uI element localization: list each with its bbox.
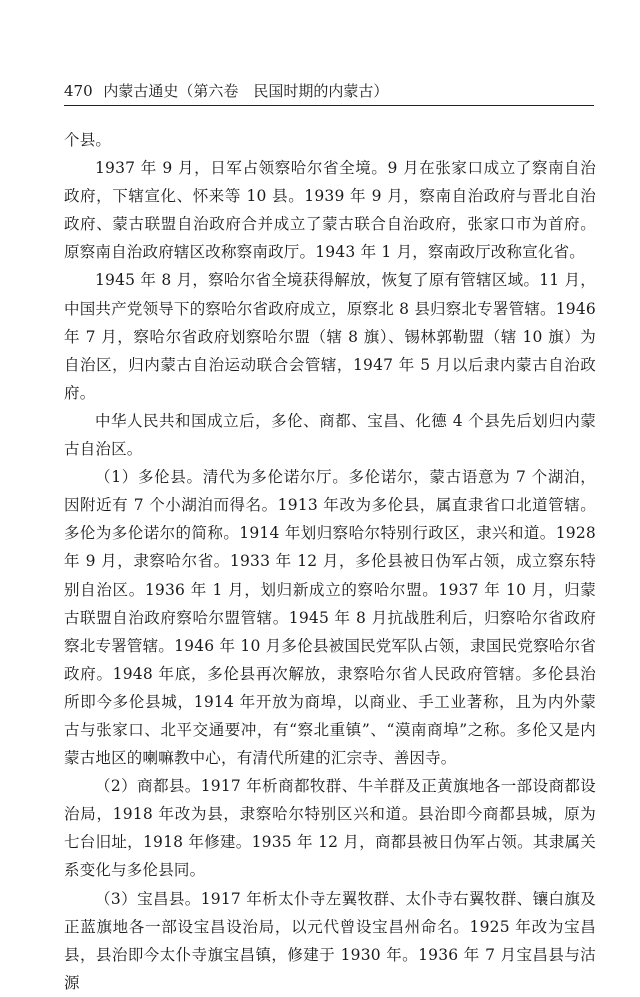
paragraph-shangdu-county: （2）商都县。1917 年析商都牧群、牛羊群及正黄旗地各一部设商都设治局，1918 年改为县，隶察哈尔特别区兴和道。县治即今商都县城，原为七台旧址，1918 年修建。1935 年 12 月，商都县被日伪军占领。其隶属关系变化与多伦县同。 [64, 777, 596, 880]
paragraph-baochang-county: （3）宝昌县。1917 年析太仆寺左翼牧群、太仆寺右翼牧群、镶白旗及正蓝旗地各一部设宝昌设治局，以元代曾设宝昌州命名。1925 年改为宝昌县，县治即今太仆寺旗宝昌镇，修建于 1930 年。1936 年 7 月宝昌县与沽源 [64, 889, 596, 992]
body-text [64, 126, 596, 997]
paragraph-chahar-liberation: 1945 年 8 月，察哈尔省全境获得解放，恢复了原有管辖区域。11 月，中国共产党领导下的察哈尔省政府成立，原察北 8 县归察北专署管辖。1946 年 7 月，察哈尔省政府划察哈尔盟（辖 8 旗）、锡林郭勒盟（辖 10 旗）为自治区，归内蒙古自治运动联合会管辖，1947 年 5 月以后隶内蒙古自治政府。 [64, 271, 596, 402]
page-number: 470 [64, 82, 93, 100]
running-title: 内蒙古通史（第六卷 民国时期的内蒙古） [103, 82, 389, 100]
paragraph-duolun-county: （1）多伦县。清代为多伦诺尔厅。多伦诺尔，蒙古语意为 7 个湖泊，因附近有 7 个小湖泊而得名。1913 年改为多伦县，属直隶省口北道管辖。多伦为多伦诺尔的简称。1914 年划归察哈尔特别行政区，隶兴和道。1928 年 9 月，隶察哈尔省。1933 年 12 月，多伦县被日伪军占领，成立察东特别自治区。1936 年 1 月，划归新成立的察哈尔盟。1937 年 10 月，归蒙古联盟自治政府察哈尔盟管辖。1945 年 8 月抗战胜利后，归察哈尔省政府察北专署管辖。1946 年 10 月多伦县被国民党军队占领，隶国民党察哈尔省政府。1948 年底，多伦县再次解放，隶察哈尔省人民政府管辖。多伦县治所即今多伦县城，1914 年开放为商埠，以商业、手工业著称，且为内外蒙古与张家口、北平交通要冲，有“察北重镇”、“漠南商埠”之称。多伦又是内蒙古地区的喇嘛教中心，有清代所建的汇宗寺、善因寺。 [64, 468, 596, 768]
paragraph-prc-transfer: 中华人民共和国成立后，多伦、商都、宝昌、化德 4 个县先后划归内蒙古自治区。 [64, 411, 596, 459]
paragraph-continuation: 个县。 [64, 131, 112, 149]
running-header [64, 80, 594, 106]
paragraph-chahar-occupation: 1937 年 9 月，日军占领察哈尔省全境。9 月在张家口成立了察南自治政府，下辖宣化、怀来等 10 县。1939 年 9 月，察南自治政府与晋北自治政府、蒙古联盟自治政府合并成立了蒙古联合自治政府，张家口市为首府。原察南自治政府辖区改称察南政厅。1943 年 1 月，察南政厅改称宣化省。 [64, 159, 596, 262]
